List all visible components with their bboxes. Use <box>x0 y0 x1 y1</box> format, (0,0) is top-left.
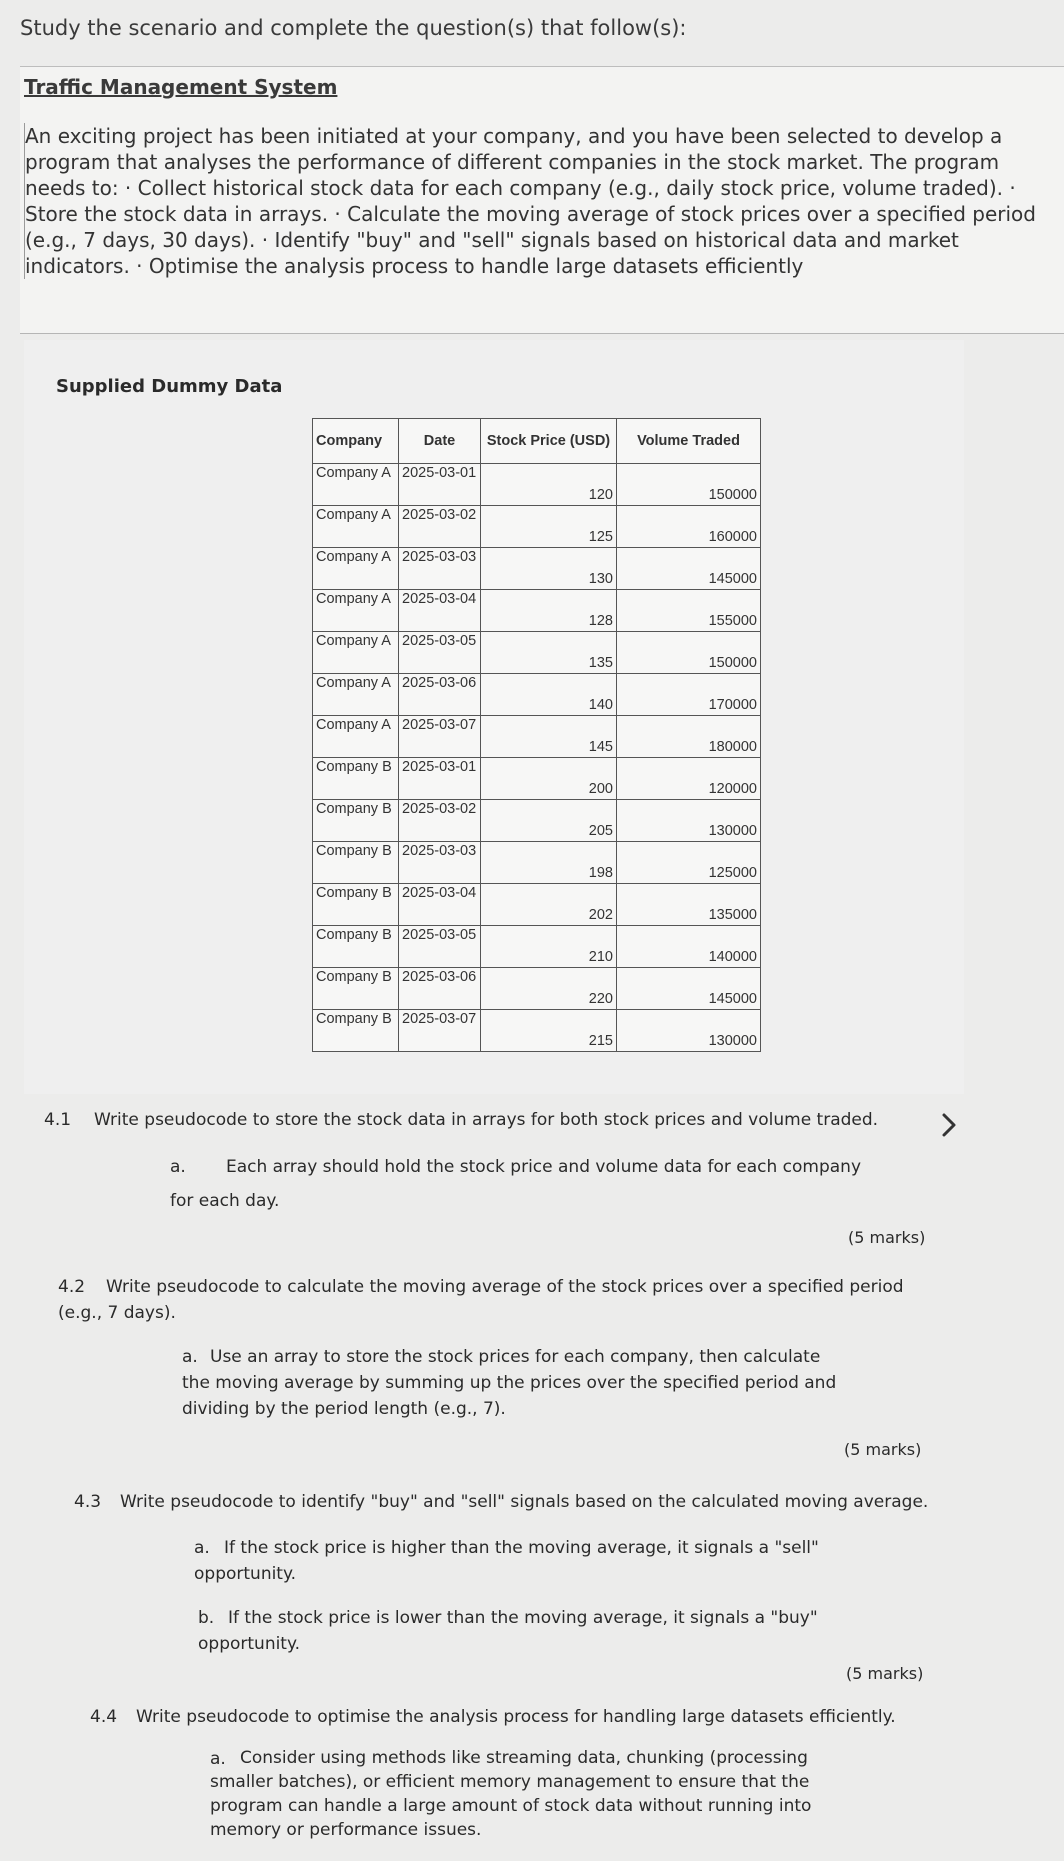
table-row <box>313 632 761 674</box>
cell-volume: 155000 <box>617 590 761 632</box>
cell-stock-price: 135 <box>481 632 617 674</box>
cell-stock-price: 200 <box>481 758 617 800</box>
question-4-4-a-label: a. <box>210 1749 226 1769</box>
table-header-row <box>313 419 761 464</box>
question-4-1-marks: (5 marks) <box>848 1228 926 1247</box>
cell-company: Company A <box>313 464 399 506</box>
question-4-3-a-label: a. <box>194 1538 210 1558</box>
cell-company: Company B <box>313 1010 399 1052</box>
cell-volume: 140000 <box>617 926 761 968</box>
table-row <box>313 758 761 800</box>
cell-date: 2025-03-03 <box>399 548 481 590</box>
cell-company: Company B <box>313 968 399 1010</box>
cell-date: 2025-03-05 <box>399 926 481 968</box>
stock-data-table <box>312 418 761 1052</box>
cell-company: Company B <box>313 884 399 926</box>
cell-stock-price: 205 <box>481 800 617 842</box>
cell-date: 2025-03-02 <box>399 506 481 548</box>
cell-stock-price: 210 <box>481 926 617 968</box>
cell-company: Company A <box>313 590 399 632</box>
cell-date: 2025-03-07 <box>399 1010 481 1052</box>
cell-volume: 125000 <box>617 842 761 884</box>
question-4-3-number: 4.3 <box>74 1492 102 1512</box>
cell-stock-price: 215 <box>481 1010 617 1052</box>
cell-company: Company B <box>313 758 399 800</box>
cell-date: 2025-03-01 <box>399 758 481 800</box>
cell-date: 2025-03-03 <box>399 842 481 884</box>
question-4-4-text: Write pseudocode to optimise the analysis process for handling large datasets efficiently. <box>136 1707 896 1727</box>
header-date: Date <box>399 419 481 464</box>
cell-stock-price: 198 <box>481 842 617 884</box>
cell-company: Company A <box>313 506 399 548</box>
question-4-2-text: Write pseudocode to calculate the moving average of the stock prices over a specified period (e.g., 7 days). <box>58 1277 904 1323</box>
scenario-box <box>20 66 1064 334</box>
cell-date: 2025-03-06 <box>399 968 481 1010</box>
cell-volume: 145000 <box>617 548 761 590</box>
chevron-right-icon[interactable] <box>934 1110 964 1140</box>
cell-date: 2025-03-01 <box>399 464 481 506</box>
question-4-3-text: Write pseudocode to identify "buy" and "sell" signals based on the calculated moving average. <box>120 1492 929 1512</box>
question-4-1-a-label: a. <box>170 1157 186 1177</box>
table-row <box>313 968 761 1010</box>
scenario-title: Traffic Management System <box>24 75 338 99</box>
header-volume: Volume Traded <box>617 419 761 464</box>
cell-company: Company A <box>313 632 399 674</box>
cell-company: Company A <box>313 716 399 758</box>
cell-date: 2025-03-02 <box>399 800 481 842</box>
cell-stock-price: 220 <box>481 968 617 1010</box>
table-row <box>313 590 761 632</box>
question-4-3-b-label: b. <box>198 1608 215 1628</box>
dummy-data-title: Supplied Dummy Data <box>56 376 283 397</box>
cell-stock-price: 120 <box>481 464 617 506</box>
scenario-text: An exciting project has been initiated at your company, and you have been selected to develop a program that analyses the performance of different companies in the stock market. The program needs to: · Collect historical stock data for each company (e.g., daily stock price, volume traded). · Store the stock data in arrays. · Calculate the moving average of stock prices over a specified period (e.g., 7 days, 30 days). · Identify "buy" and "sell" signals based on historical data and market indicators. · Optimise the analysis process to handle large datasets efficiently <box>24 123 1064 279</box>
instructions: Study the scenario and complete the question(s) that follow(s): <box>20 16 687 40</box>
cell-volume: 150000 <box>617 632 761 674</box>
table-row <box>313 674 761 716</box>
cell-stock-price: 140 <box>481 674 617 716</box>
table-row <box>313 884 761 926</box>
cell-volume: 120000 <box>617 758 761 800</box>
question-4-4-a-text: Consider using methods like streaming data, chunking (processing smaller batches), or efficient memory management to ensure that the program can handle a large amount of stock data without running into memory or performance issues. <box>210 1748 812 1840</box>
cell-volume: 180000 <box>617 716 761 758</box>
table-row <box>313 842 761 884</box>
question-4-2-a-text: Use an array to store the stock prices for each company, then calculate the moving average by summing up the prices over the specified period and dividing by the period length (e.g., 7). <box>182 1347 837 1419</box>
cell-company: Company B <box>313 842 399 884</box>
cell-date: 2025-03-07 <box>399 716 481 758</box>
cell-date: 2025-03-04 <box>399 884 481 926</box>
cell-company: Company A <box>313 548 399 590</box>
question-4-3-marks: (5 marks) <box>846 1664 924 1683</box>
question-4-3-b-text: If the stock price is lower than the moving average, it signals a "buy" opportunity. <box>198 1608 818 1654</box>
question-4-1-a-text-cont: for each day. <box>170 1191 280 1211</box>
cell-volume: 160000 <box>617 506 761 548</box>
cell-volume: 150000 <box>617 464 761 506</box>
question-4-2-a-label: a. <box>182 1347 198 1367</box>
table-row <box>313 716 761 758</box>
cell-stock-price: 128 <box>481 590 617 632</box>
table-row <box>313 1010 761 1052</box>
header-company: Company <box>313 419 399 464</box>
table-row <box>313 506 761 548</box>
cell-stock-price: 125 <box>481 506 617 548</box>
table-row <box>313 548 761 590</box>
question-4-1-number: 4.1 <box>44 1110 72 1130</box>
question-4-3-a-text: If the stock price is higher than the moving average, it signals a "sell" opportunity. <box>194 1538 819 1584</box>
cell-company: Company B <box>313 926 399 968</box>
question-4-1-text: Write pseudocode to store the stock data in arrays for both stock prices and volume traded. <box>94 1110 879 1130</box>
table-row <box>313 464 761 506</box>
cell-date: 2025-03-06 <box>399 674 481 716</box>
table-row <box>313 926 761 968</box>
cell-date: 2025-03-05 <box>399 632 481 674</box>
cell-stock-price: 145 <box>481 716 617 758</box>
question-4-1-a-text: Each array should hold the stock price and volume data for each company <box>226 1157 862 1177</box>
dummy-data-section <box>24 340 964 1094</box>
table-row <box>313 800 761 842</box>
cell-company: Company A <box>313 674 399 716</box>
header-stock-price: Stock Price (USD) <box>481 419 617 464</box>
question-4-4-number: 4.4 <box>90 1707 118 1727</box>
cell-stock-price: 202 <box>481 884 617 926</box>
cell-stock-price: 130 <box>481 548 617 590</box>
question-4-2-marks: (5 marks) <box>844 1440 922 1459</box>
question-4-2-number: 4.2 <box>58 1277 86 1297</box>
cell-volume: 135000 <box>617 884 761 926</box>
cell-volume: 130000 <box>617 800 761 842</box>
cell-volume: 145000 <box>617 968 761 1010</box>
cell-company: Company B <box>313 800 399 842</box>
cell-date: 2025-03-04 <box>399 590 481 632</box>
cell-volume: 130000 <box>617 1010 761 1052</box>
cell-volume: 170000 <box>617 674 761 716</box>
